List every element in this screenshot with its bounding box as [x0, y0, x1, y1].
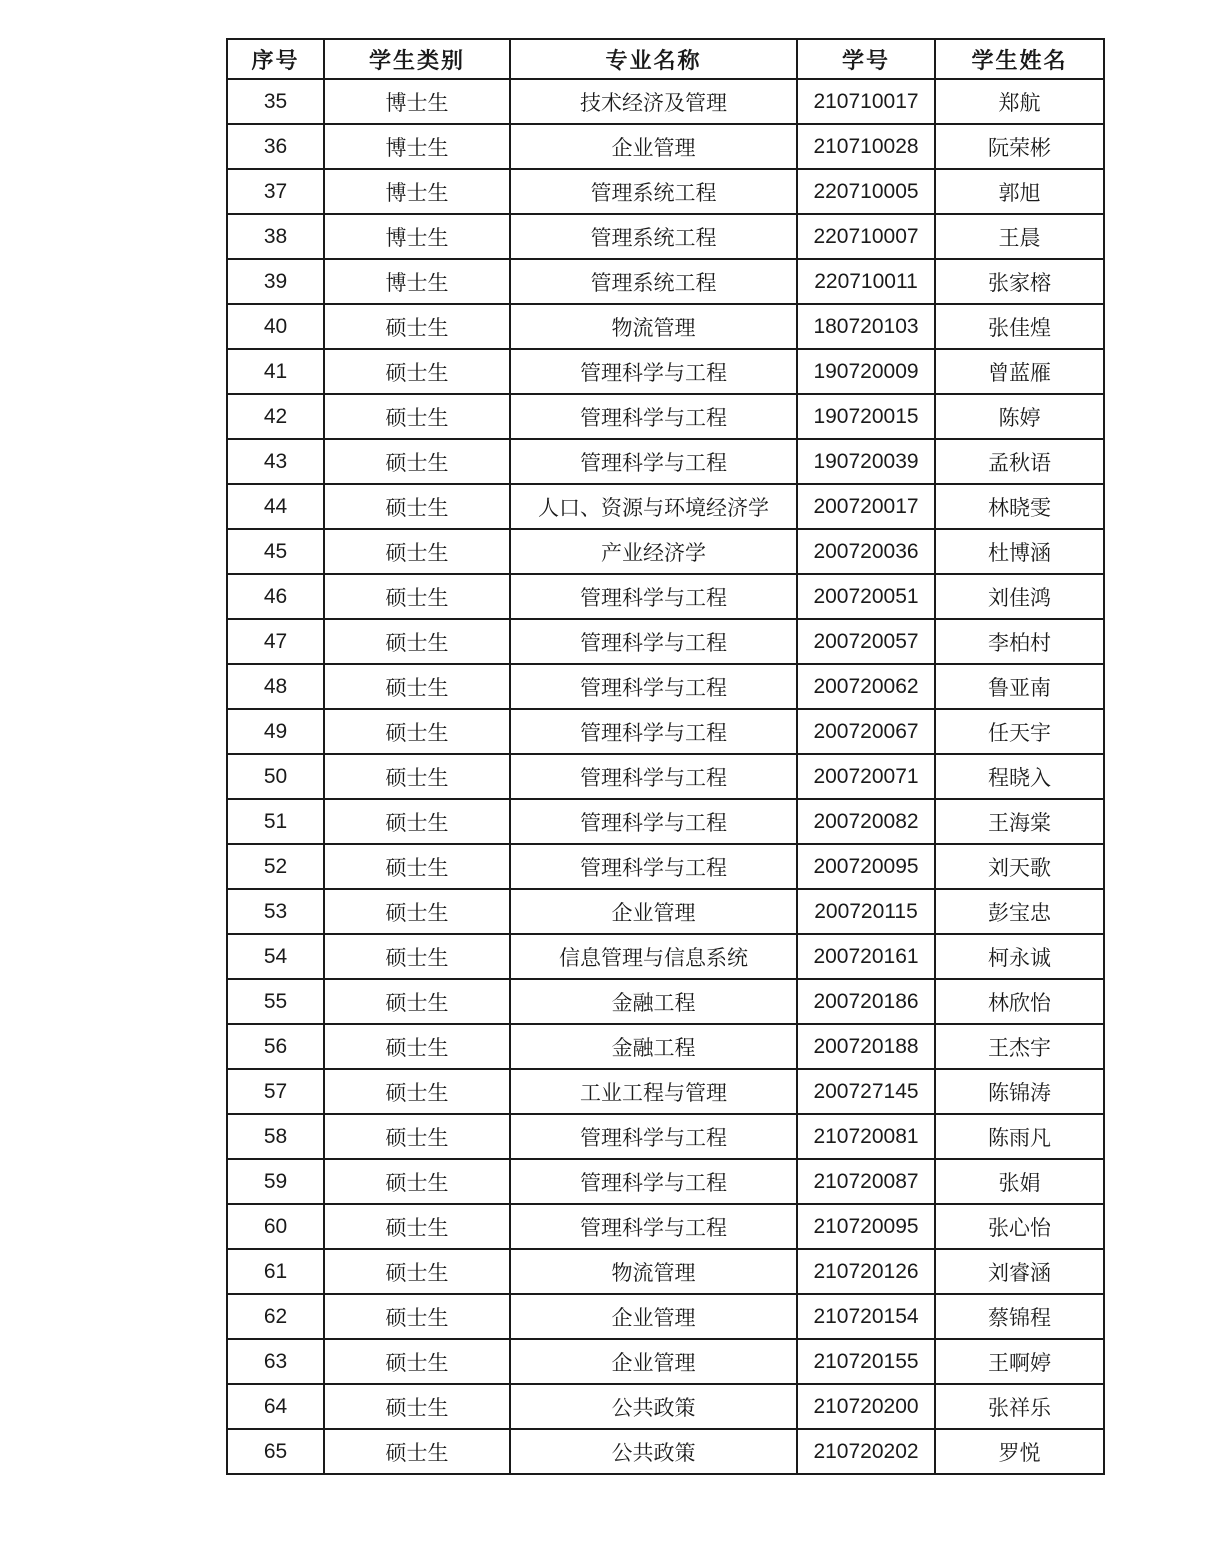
- table-row: [227, 529, 1104, 574]
- cell-serial-number: 45: [227, 529, 324, 574]
- cell-student-name: 王啊婷: [935, 1339, 1104, 1384]
- cell-student-id: 200720017: [797, 484, 935, 529]
- table-row: [227, 124, 1104, 169]
- cell-serial-number: 38: [227, 214, 324, 259]
- cell-student-category: 硕士生: [324, 1249, 510, 1294]
- cell-serial-number: 58: [227, 1114, 324, 1159]
- cell-student-name: 郑航: [935, 79, 1104, 124]
- table-row: [227, 259, 1104, 304]
- cell-major-name: 管理系统工程: [510, 259, 797, 304]
- cell-student-category: 硕士生: [324, 1114, 510, 1159]
- header-major-name: 专业名称: [510, 39, 797, 79]
- table-row: [227, 394, 1104, 439]
- cell-major-name: 信息管理与信息系统: [510, 934, 797, 979]
- cell-student-category: 博士生: [324, 124, 510, 169]
- table-row: [227, 709, 1104, 754]
- cell-student-id: 200720186: [797, 979, 935, 1024]
- cell-student-name: 张家榕: [935, 259, 1104, 304]
- table-row: [227, 844, 1104, 889]
- cell-serial-number: 48: [227, 664, 324, 709]
- cell-student-name: 郭旭: [935, 169, 1104, 214]
- cell-student-category: 博士生: [324, 259, 510, 304]
- cell-student-id: 190720015: [797, 394, 935, 439]
- cell-student-category: 博士生: [324, 79, 510, 124]
- cell-student-id: 220710005: [797, 169, 935, 214]
- table-row: [227, 484, 1104, 529]
- cell-serial-number: 51: [227, 799, 324, 844]
- cell-student-category: 硕士生: [324, 439, 510, 484]
- cell-student-name: 王晨: [935, 214, 1104, 259]
- table-body: [227, 79, 1104, 1474]
- cell-student-category: 博士生: [324, 169, 510, 214]
- cell-student-category: 硕士生: [324, 529, 510, 574]
- cell-student-category: 硕士生: [324, 484, 510, 529]
- table-row: [227, 619, 1104, 664]
- table-row: [227, 889, 1104, 934]
- cell-student-id: 200720071: [797, 754, 935, 799]
- cell-student-name: 孟秋语: [935, 439, 1104, 484]
- cell-student-name: 王海棠: [935, 799, 1104, 844]
- cell-major-name: 管理科学与工程: [510, 349, 797, 394]
- cell-serial-number: 65: [227, 1429, 324, 1474]
- cell-student-id: 200720051: [797, 574, 935, 619]
- cell-student-category: 硕士生: [324, 1429, 510, 1474]
- cell-student-name: 王杰宇: [935, 1024, 1104, 1069]
- cell-major-name: 管理科学与工程: [510, 1204, 797, 1249]
- cell-student-category: 硕士生: [324, 844, 510, 889]
- cell-serial-number: 41: [227, 349, 324, 394]
- header-serial-number: 序号: [227, 39, 324, 79]
- cell-student-category: 硕士生: [324, 349, 510, 394]
- cell-serial-number: 36: [227, 124, 324, 169]
- header-student-category: 学生类别: [324, 39, 510, 79]
- cell-serial-number: 62: [227, 1294, 324, 1339]
- table-row: [227, 1249, 1104, 1294]
- cell-student-name: 彭宝忠: [935, 889, 1104, 934]
- cell-serial-number: 54: [227, 934, 324, 979]
- cell-student-name: 蔡锦程: [935, 1294, 1104, 1339]
- cell-major-name: 管理系统工程: [510, 214, 797, 259]
- cell-student-id: 200720095: [797, 844, 935, 889]
- cell-student-name: 张佳煌: [935, 304, 1104, 349]
- cell-serial-number: 56: [227, 1024, 324, 1069]
- cell-serial-number: 60: [227, 1204, 324, 1249]
- cell-student-id: 200720161: [797, 934, 935, 979]
- cell-student-name: 林欣怡: [935, 979, 1104, 1024]
- cell-major-name: 企业管理: [510, 889, 797, 934]
- cell-major-name: 管理科学与工程: [510, 844, 797, 889]
- cell-major-name: 管理科学与工程: [510, 1114, 797, 1159]
- cell-student-category: 硕士生: [324, 709, 510, 754]
- cell-major-name: 管理科学与工程: [510, 664, 797, 709]
- cell-major-name: 管理科学与工程: [510, 754, 797, 799]
- cell-student-id: 210710028: [797, 124, 935, 169]
- cell-major-name: 管理科学与工程: [510, 1159, 797, 1204]
- cell-student-name: 李柏村: [935, 619, 1104, 664]
- student-roster-table: [226, 38, 1105, 1475]
- table-row: [227, 1204, 1104, 1249]
- table-row: [227, 934, 1104, 979]
- cell-serial-number: 43: [227, 439, 324, 484]
- cell-serial-number: 37: [227, 169, 324, 214]
- cell-student-category: 硕士生: [324, 304, 510, 349]
- cell-student-name: 阮荣彬: [935, 124, 1104, 169]
- cell-student-id: 210720095: [797, 1204, 935, 1249]
- cell-serial-number: 63: [227, 1339, 324, 1384]
- cell-major-name: 金融工程: [510, 1024, 797, 1069]
- cell-major-name: 公共政策: [510, 1429, 797, 1474]
- cell-student-id: 210720081: [797, 1114, 935, 1159]
- table-row: [227, 214, 1104, 259]
- header-student-id: 学号: [797, 39, 935, 79]
- cell-student-id: 200720188: [797, 1024, 935, 1069]
- cell-serial-number: 42: [227, 394, 324, 439]
- cell-major-name: 物流管理: [510, 1249, 797, 1294]
- cell-student-name: 杜博涵: [935, 529, 1104, 574]
- cell-serial-number: 47: [227, 619, 324, 664]
- cell-student-category: 硕士生: [324, 889, 510, 934]
- cell-student-id: 190720039: [797, 439, 935, 484]
- cell-serial-number: 35: [227, 79, 324, 124]
- cell-major-name: 管理科学与工程: [510, 439, 797, 484]
- cell-serial-number: 53: [227, 889, 324, 934]
- table-row: [227, 574, 1104, 619]
- cell-student-name: 张心怡: [935, 1204, 1104, 1249]
- cell-major-name: 公共政策: [510, 1384, 797, 1429]
- cell-serial-number: 57: [227, 1069, 324, 1114]
- cell-student-id: 200720036: [797, 529, 935, 574]
- cell-major-name: 管理科学与工程: [510, 574, 797, 619]
- cell-student-id: 180720103: [797, 304, 935, 349]
- cell-student-id: 200720115: [797, 889, 935, 934]
- cell-major-name: 企业管理: [510, 124, 797, 169]
- cell-major-name: 管理科学与工程: [510, 619, 797, 664]
- cell-student-category: 硕士生: [324, 1159, 510, 1204]
- cell-student-category: 硕士生: [324, 394, 510, 439]
- table-row: [227, 799, 1104, 844]
- cell-student-category: 博士生: [324, 214, 510, 259]
- cell-student-category: 硕士生: [324, 1339, 510, 1384]
- cell-major-name: 人口、资源与环境经济学: [510, 484, 797, 529]
- table-header: [227, 39, 1104, 79]
- cell-student-category: 硕士生: [324, 574, 510, 619]
- cell-student-category: 硕士生: [324, 754, 510, 799]
- cell-student-id: 200727145: [797, 1069, 935, 1114]
- cell-major-name: 管理科学与工程: [510, 799, 797, 844]
- table-row: [227, 349, 1104, 394]
- table-row: [227, 439, 1104, 484]
- cell-student-id: 200720082: [797, 799, 935, 844]
- cell-student-name: 陈锦涛: [935, 1069, 1104, 1114]
- cell-student-category: 硕士生: [324, 664, 510, 709]
- cell-student-id: 190720009: [797, 349, 935, 394]
- cell-student-name: 罗悦: [935, 1429, 1104, 1474]
- cell-major-name: 工业工程与管理: [510, 1069, 797, 1114]
- cell-student-id: 210720202: [797, 1429, 935, 1474]
- cell-student-id: 220710007: [797, 214, 935, 259]
- cell-student-id: 200720057: [797, 619, 935, 664]
- cell-major-name: 金融工程: [510, 979, 797, 1024]
- cell-student-name: 张祥乐: [935, 1384, 1104, 1429]
- cell-student-name: 任天宇: [935, 709, 1104, 754]
- cell-serial-number: 52: [227, 844, 324, 889]
- cell-serial-number: 59: [227, 1159, 324, 1204]
- cell-student-category: 硕士生: [324, 1294, 510, 1339]
- cell-student-name: 陈雨凡: [935, 1114, 1104, 1159]
- table-row: [227, 1429, 1104, 1474]
- cell-student-category: 硕士生: [324, 799, 510, 844]
- cell-student-category: 硕士生: [324, 1069, 510, 1114]
- cell-serial-number: 39: [227, 259, 324, 304]
- cell-serial-number: 49: [227, 709, 324, 754]
- cell-serial-number: 61: [227, 1249, 324, 1294]
- cell-student-id: 210720087: [797, 1159, 935, 1204]
- table-row: [227, 664, 1104, 709]
- cell-student-name: 陈婷: [935, 394, 1104, 439]
- table-row: [227, 1384, 1104, 1429]
- cell-student-id: 210720154: [797, 1294, 935, 1339]
- cell-student-category: 硕士生: [324, 1204, 510, 1249]
- table-row: [227, 1339, 1104, 1384]
- cell-major-name: 企业管理: [510, 1339, 797, 1384]
- table-row: [227, 1114, 1104, 1159]
- table-row: [227, 979, 1104, 1024]
- cell-student-id: 220710011: [797, 259, 935, 304]
- cell-student-category: 硕士生: [324, 979, 510, 1024]
- table-row: [227, 1294, 1104, 1339]
- cell-serial-number: 46: [227, 574, 324, 619]
- cell-student-name: 鲁亚南: [935, 664, 1104, 709]
- cell-major-name: 企业管理: [510, 1294, 797, 1339]
- cell-serial-number: 55: [227, 979, 324, 1024]
- cell-student-id: 210720155: [797, 1339, 935, 1384]
- cell-major-name: 技术经济及管理: [510, 79, 797, 124]
- cell-student-name: 曾蓝雁: [935, 349, 1104, 394]
- table-row: [227, 1159, 1104, 1204]
- cell-student-category: 硕士生: [324, 1024, 510, 1069]
- table-row: [227, 1069, 1104, 1114]
- cell-student-id: 200720067: [797, 709, 935, 754]
- cell-major-name: 管理系统工程: [510, 169, 797, 214]
- cell-student-name: 张娟: [935, 1159, 1104, 1204]
- cell-student-name: 刘睿涵: [935, 1249, 1104, 1294]
- cell-student-id: 200720062: [797, 664, 935, 709]
- cell-student-id: 210710017: [797, 79, 935, 124]
- header-student-name: 学生姓名: [935, 39, 1104, 79]
- cell-major-name: 物流管理: [510, 304, 797, 349]
- cell-major-name: 管理科学与工程: [510, 709, 797, 754]
- cell-student-category: 硕士生: [324, 1384, 510, 1429]
- cell-student-name: 刘天歌: [935, 844, 1104, 889]
- table-row: [227, 169, 1104, 214]
- cell-student-name: 刘佳鸿: [935, 574, 1104, 619]
- cell-student-name: 柯永诚: [935, 934, 1104, 979]
- cell-serial-number: 44: [227, 484, 324, 529]
- cell-major-name: 产业经济学: [510, 529, 797, 574]
- header-row: [227, 39, 1104, 79]
- table-row: [227, 1024, 1104, 1069]
- cell-serial-number: 40: [227, 304, 324, 349]
- cell-student-name: 林晓雯: [935, 484, 1104, 529]
- cell-serial-number: 50: [227, 754, 324, 799]
- cell-student-category: 硕士生: [324, 619, 510, 664]
- cell-student-name: 程晓入: [935, 754, 1104, 799]
- cell-student-category: 硕士生: [324, 934, 510, 979]
- cell-major-name: 管理科学与工程: [510, 394, 797, 439]
- cell-student-id: 210720200: [797, 1384, 935, 1429]
- table-row: [227, 79, 1104, 124]
- cell-serial-number: 64: [227, 1384, 324, 1429]
- table-row: [227, 754, 1104, 799]
- table-row: [227, 304, 1104, 349]
- cell-student-id: 210720126: [797, 1249, 935, 1294]
